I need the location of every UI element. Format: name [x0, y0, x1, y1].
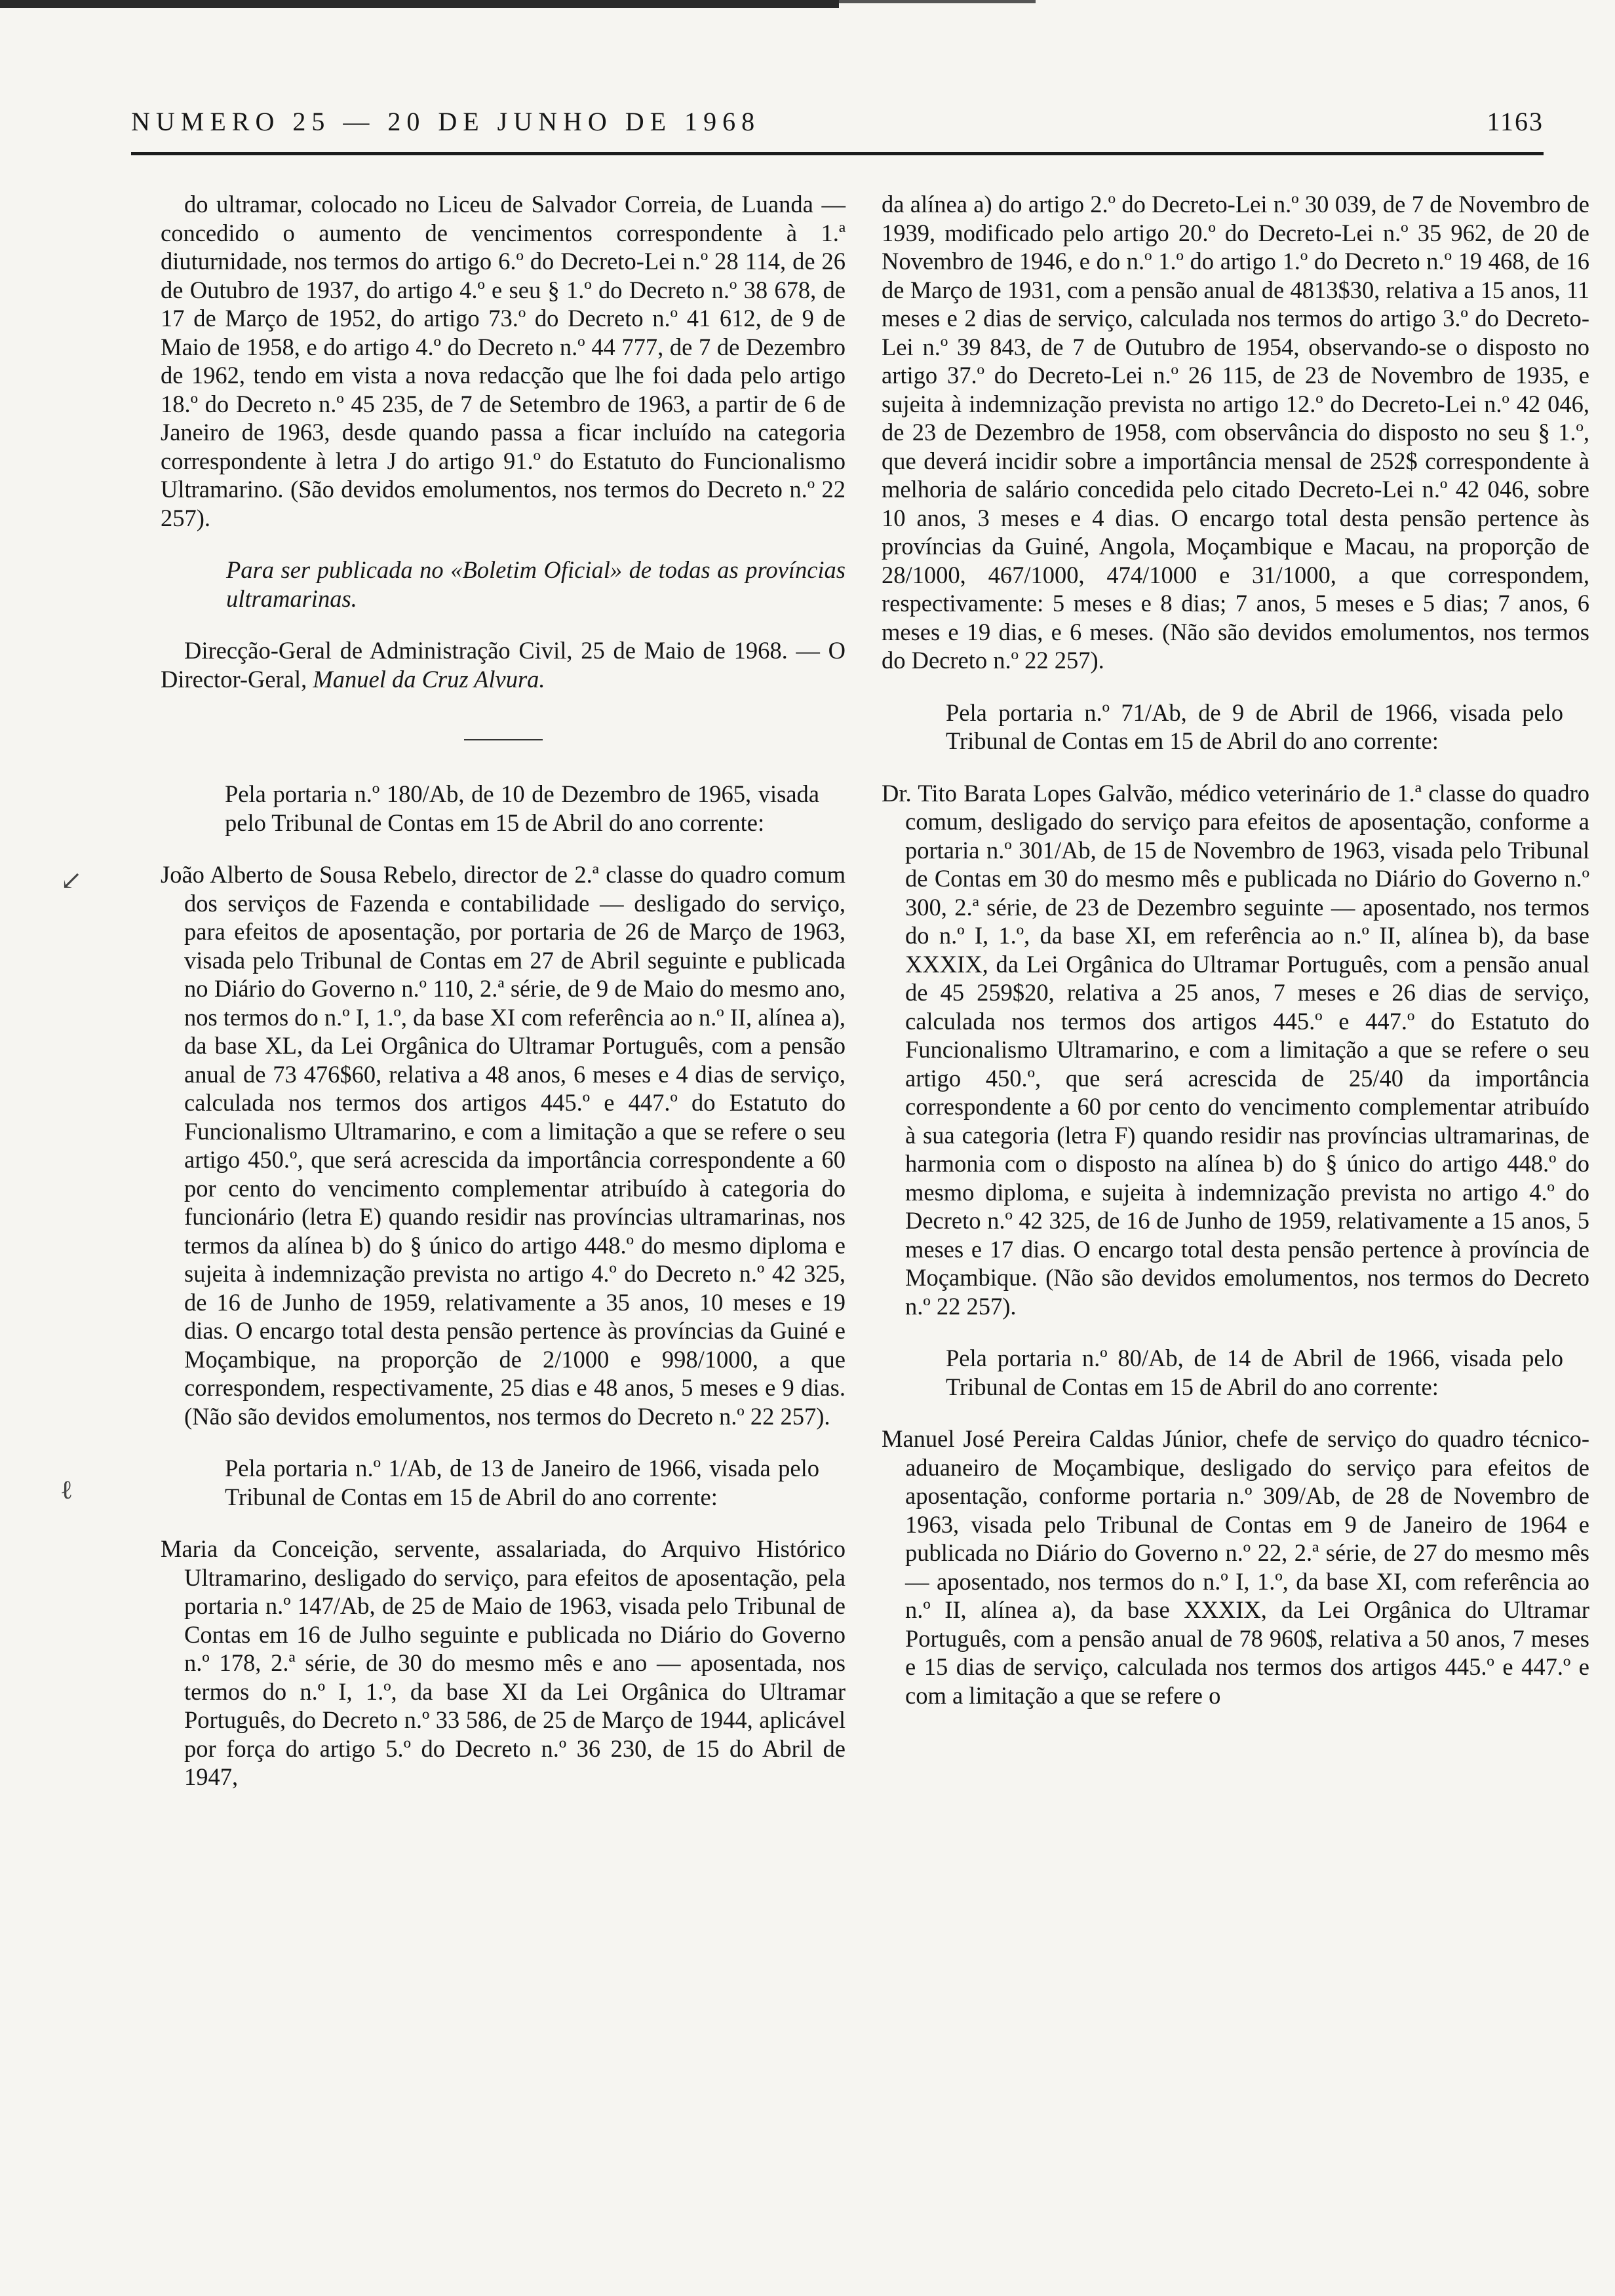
scan-edge-top-fade: [839, 0, 1036, 3]
paragraph: Maria da Conceição, servente, assalariada, do Arquivo Histórico Ultramarino, desligado do serviço, para efeitos de aposentação, pela portaria n.º 147/Ab, de 25 de Maio de 1963, visada pelo Tribunal de Contas em 16 de Julho seguinte e publicada no Diário do Governo n.º 178, 2.ª série, de 30 do mesmo mês e ano — aposentada, nos termos do n.º I, 1.º, da base XI da Lei Orgânica do Ultramar Português, do Decreto n.º 33 586, de 25 de Março de 1944, aplicável por força do artigo 5.º do Decreto n.º 36 230, de 15 do Abril de 1947,: [161, 1535, 846, 1790]
publication-note: Para ser publicada no «Boletim Oficial» de todas as províncias ultramarinas.: [226, 556, 846, 612]
scan-edge-top: [0, 0, 839, 8]
portaria-heading: Pela portaria n.º 1/Ab, de 13 de Janeiro de 1966, visada pelo Tribunal de Contas em 15 de Abril do ano corrente:: [225, 1455, 819, 1510]
paragraph: Manuel José Pereira Caldas Júnior, chefe de serviço do quadro técnico-aduaneiro de Moçambique, desligado do serviço para efeitos de aposentação, conforme portaria n.º 309/Ab, de 28 de Novembro de 1963, visada pelo Tribunal de Contas em 9 de Janeiro de 1964 e publicada no Diário do Governo n.º 22, 2.ª série, de 27 do mesmo mês — aposentado, nos termos do n.º I, 1.º, da base XI, com referência ao n.º II, alínea a), da base XXXIX, da Lei Orgânica do Ultramar Português, com a pensão anual de 78 960$, relativa a 50 anos, 7 meses e 15 dias de serviço, calculada nos termos dos artigos 445.º e 447.º e com a limitação a que se refere o: [882, 1425, 1589, 1709]
page-number: 1163: [1487, 107, 1544, 136]
left-column: [161, 190, 846, 1791]
margin-mark: ↙: [60, 866, 83, 895]
paragraph: da alínea a) do artigo 2.º do Decreto-Lei n.º 30 039, de 7 de Novembro de 1939, modificado pelo artigo 20.º do Decreto-Lei n.º 35 962, de 20 de Novembro de 1946, e do n.º 1.º do artigo 1.º do Decreto n.º 19 468, de 16 de Março de 1931, com a pensão anual de 4813$30, relativa a 15 anos, 11 meses e 2 dias de serviço, calculada nos termos do artigo 3.º do Decreto-Lei n.º 39 843, de 7 de Outubro de 1954, observando-se o disposto no artigo 37.º do Decreto-Lei n.º 26 115, de 23 de Novembro de 1935, e sujeita à indemnização prevista no artigo 12.º do Decreto-Lei n.º 42 046, de 23 de Dezembro de 1958, com observância do disposto no seu § 1.º, que deverá incidir sobre a importância mensal de 252$ correspondente à melhoria de salário concedida pelo citado Decreto-Lei n.º 42 046, sobre 10 anos, 3 meses e 4 dias. O encargo total desta pensão pertence às províncias da Guiné, Angola, Moçambique e Macau, na proporção de 28/1000, 467/1000, 474/1000 e 31/1000, a que correspondem, respectivamente: 5 meses e 8 dias; 7 anos, 5 meses e 5 dias; 7 anos, 6 meses e 19 dias, e 6 meses. (Não são devidos emolumentos, nos termos do Decreto n.º 22 257).: [882, 191, 1589, 674]
section-separator: [464, 739, 543, 740]
paragraph: João Alberto de Sousa Rebelo, director de 2.ª classe do quadro comum dos serviços de Fazenda e contabilidade — desligado do serviço, para efeitos de aposentação, por portaria de 26 de Março de 1963, visada pelo Tribunal de Contas em 27 de Abril seguinte e publicada no Diário do Governo n.º 110, 2.ª série, de 9 de Maio do mesmo ano, nos termos do n.º I, 1.º, da base XI com referência ao n.º II, alínea a), da base XL, da Lei Orgânica do Ultramar Português, com a pensão anual de 73 476$60, relativa a 48 anos, 6 meses e 4 dias de serviço, calculada nos termos dos artigos 445.º e 447.º do Estatuto do Funcionalismo Ultramarino, e com a limitação a que se refere o seu artigo 450.º, que será acrescida da importância correspondente a 60 por cento do vencimento complementar atribuído à categoria do funcionário (letra E) quando residir nas províncias ultramarinas, nos termos da alínea b) do § único do artigo 448.º do mesmo diploma e sujeita à indemnização prevista no artigo 4.º do Decreto n.º 42 325, de 16 de Junho de 1959, relativamente a 35 anos, 10 meses e 19 dias. O encargo total desta pensão pertence às províncias da Guiné e Moçambique, na proporção de 2/1000 e 998/1000, a que correspondem, respectivamente, 25 dias e 48 anos, 5 meses e 9 dias. (Não são devidos emolumentos, nos termos do Decreto n.º 22 257).: [161, 861, 846, 1430]
margin-mark: ℓ: [60, 1475, 73, 1504]
portaria-heading: Pela portaria n.º 80/Ab, de 14 de Abril de 1966, visada pelo Tribunal de Contas em 15 de Abril do ano corrente:: [946, 1345, 1563, 1400]
paragraph: Dr. Tito Barata Lopes Galvão, médico veterinário de 1.ª classe do quadro comum, desligado do serviço para efeitos de aposentação, conforme a portaria n.º 301/Ab, de 15 de Novembro de 1963, visada pelo Tribunal de Contas em 30 do mesmo mês e publicada no Diário do Governo n.º 300, 2.ª série, de 23 de Dezembro seguinte — aposentado, nos termos do n.º I, 1.º, da base XI, em referência ao n.º II, alínea b), da base XXXIX, da Lei Orgânica do Ultramar Português, com a pensão anual de 45 259$20, relativa a 25 anos, 7 meses e 26 dias de serviço, calculada nos termos dos artigos 445.º e 447.º do Estatuto do Funcionalismo Ultramarino, e com a limitação a que se refere o seu artigo 450.º, que será acrescida de 25/40 da importância correspondente a 60 por cento do vencimento complementar atribuído à sua categoria (letra F) quando residir nas províncias ultramarinas, de harmonia com o disposto na alínea b) do § único do artigo 448.º do mesmo diploma, e sujeita à indemnização prevista no artigo 4.º do Decreto n.º 42 325, de 16 de Junho de 1959, relativamente a 15 anos, 5 meses e 17 dias. O encargo total desta pensão pertence à província de Moçambique. (Não são devidos emolumentos, nos termos do Decreto n.º 22 257).: [882, 779, 1589, 1320]
signature-line: [161, 636, 846, 693]
signature-name: Manuel da Cruz Alvura.: [313, 665, 545, 693]
page-header: [131, 98, 1544, 144]
header-rule: [131, 152, 1544, 155]
portaria-heading: Pela portaria n.º 180/Ab, de 10 de Dezembro de 1965, visada pelo Tribunal de Contas em 15 de Abril do ano corrente:: [225, 780, 819, 836]
signature-prefix: Direcção-Geral de Administração Civil, 25 de Maio de 1968. — O Director-Geral,: [161, 637, 846, 693]
right-column: [882, 190, 1589, 1710]
header-title: NUMERO 25 — 20 DE JUNHO DE 1968: [131, 107, 761, 136]
portaria-heading: Pela portaria n.º 71/Ab, de 9 de Abril de 1966, visada pelo Tribunal de Contas em 15 de Abril do ano corrente:: [946, 698, 1563, 754]
paragraph: do ultramar, colocado no Liceu de Salvador Correia, de Luanda — concedido o aumento de vencimentos correspondente à 1.ª diuturnidade, nos termos do artigo 6.º do Decreto-Lei n.º 28 114, de 26 de Outubro de 1937, do artigo 4.º e seu § 1.º do Decreto n.º 38 678, de 17 de Março de 1952, do artigo 73.º do Decreto n.º 41 612, de 9 de Maio de 1958, e do artigo 4.º do Decreto n.º 44 777, de 7 de Dezembro de 1962, tendo em vista a nova redacção que lhe foi dada pelo artigo 18.º do Decreto n.º 45 235, de 7 de Setembro de 1963, a partir de 6 de Janeiro de 1963, desde quando passa a ficar incluído na categoria correspondente à letra J do artigo 91.º do Estatuto do Funcionalismo Ultramarino. (São devidos emolumentos, nos termos do Decreto n.º 22 257).: [161, 191, 846, 531]
